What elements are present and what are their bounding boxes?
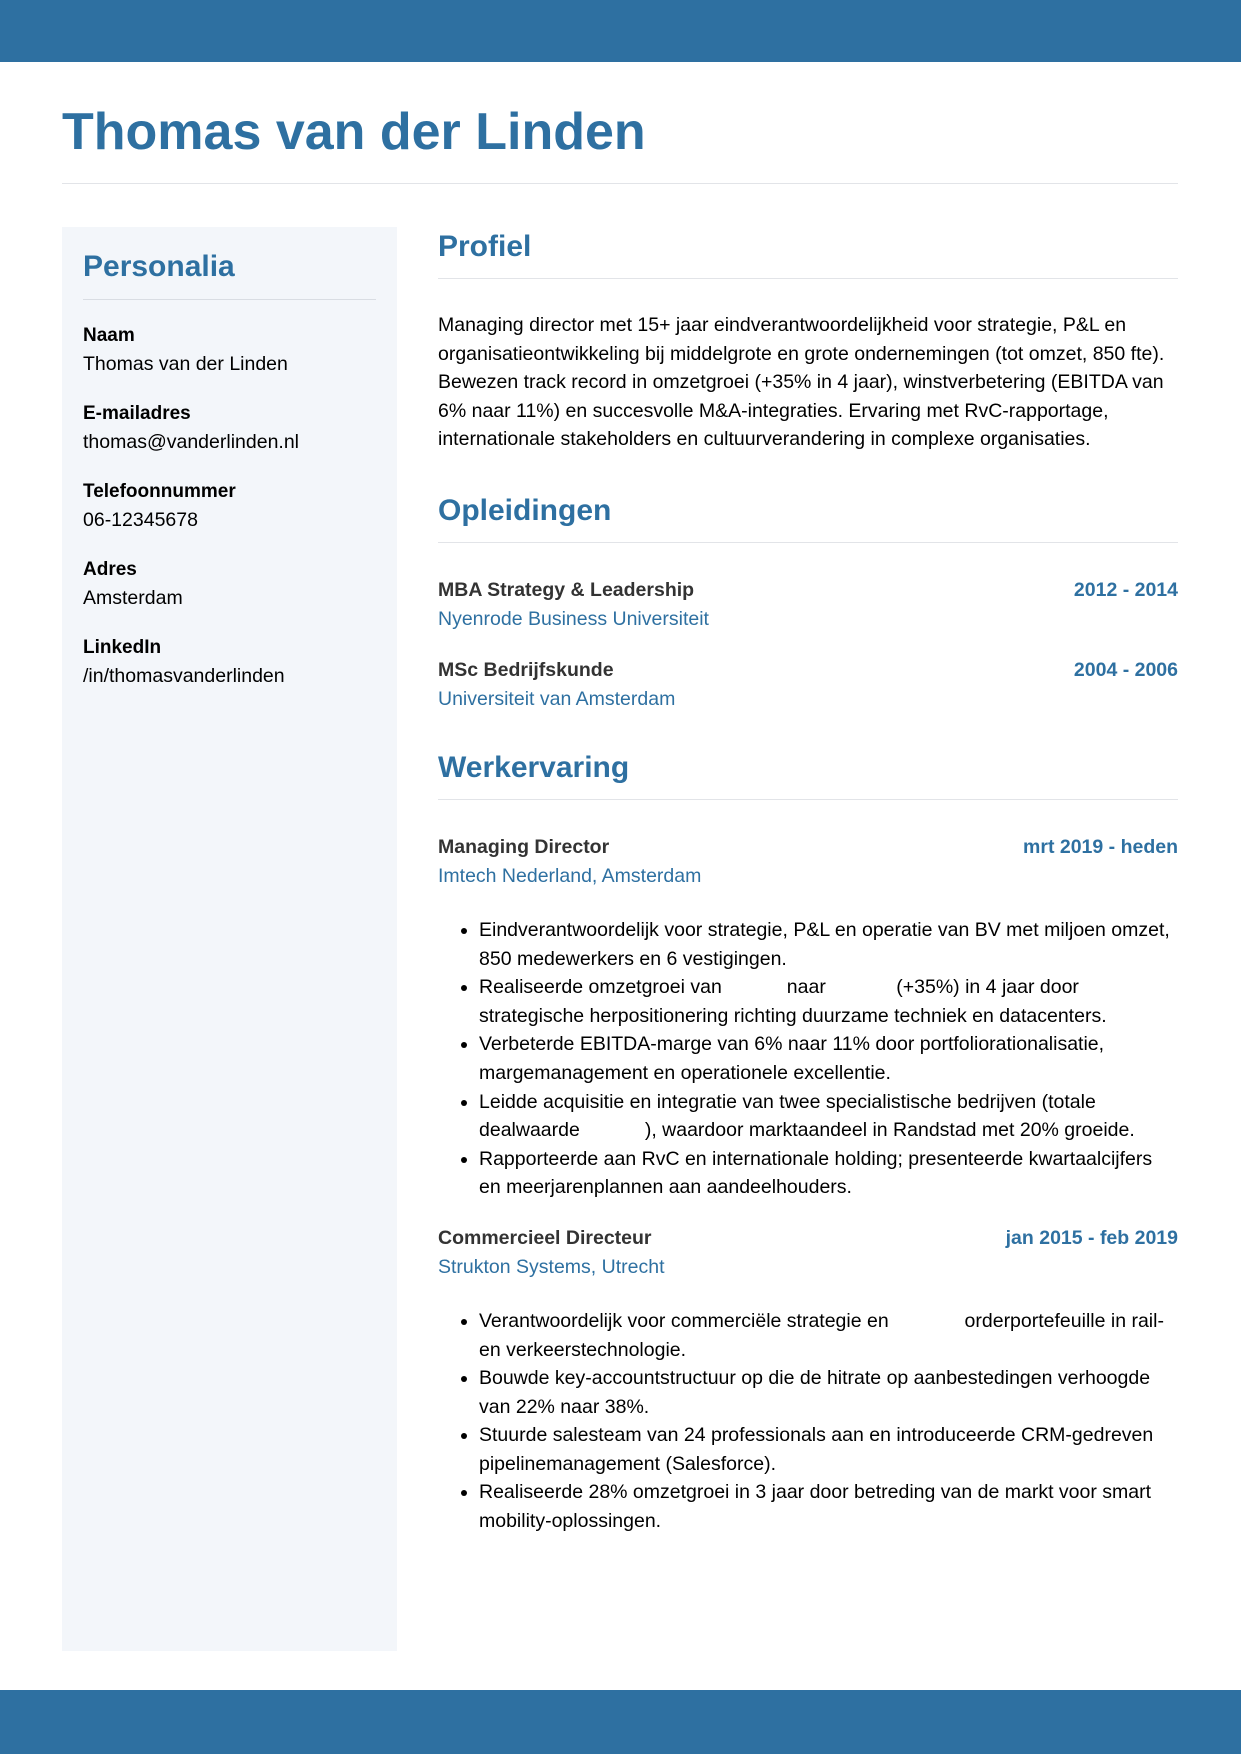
field-label: E-mailadres [83, 403, 191, 424]
education-dates: 2012 - 2014 [1073, 578, 1178, 601]
personal-details-sidebar [62, 227, 397, 1651]
field-label: LinkedIn [83, 637, 162, 658]
job-bullets [438, 916, 1178, 1202]
page-title: Thomas van der Linden [62, 103, 646, 161]
section-divider [438, 799, 1178, 800]
job-bullet: • Leidde acquisitie en integratie van twee specialistische bedrijven (totale dealwaarde ), waardoor marktaandeel in Randstad met 20% groeide. [479, 1088, 1178, 1145]
sidebar-divider [83, 299, 376, 300]
title-divider [62, 183, 1178, 184]
field-label: Naam [83, 325, 135, 346]
personal-details-heading: Personalia [83, 250, 235, 283]
job-item [438, 1223, 1178, 1536]
section-divider [438, 542, 1178, 543]
field-value: Thomas van der Linden [83, 353, 288, 375]
education-section [438, 488, 1178, 713]
field-linkedin [83, 634, 383, 690]
field-value: Amsterdam [83, 587, 183, 609]
job-bullet: • Rapporteerde aan RvC en internationale holding; presenteerde kwartaalcijfers en meerjarenplannen aan aandeelhouders. [479, 1145, 1178, 1202]
degree-title: MBA Strategy & Leadership [438, 578, 695, 601]
job-dates: mrt 2019 - heden [1023, 835, 1178, 858]
field-value: 06-12345678 [83, 509, 198, 531]
education-item [438, 575, 1178, 633]
job-dates: jan 2015 - feb 2019 [1005, 1226, 1178, 1249]
job-list [438, 832, 1178, 1536]
bottom-banner [0, 1690, 1241, 1754]
job-bullet: • Stuurde salesteam van 24 professionals aan en introduceerde CRM-gedreven pipelinemanagement (Salesforce). [479, 1421, 1178, 1478]
field-value: thomas@vanderlinden.nl [83, 431, 300, 453]
job-title: Commercieel Directeur [438, 1226, 652, 1249]
profile-heading: Profiel [438, 230, 532, 263]
school-name: Universiteit van Amsterdam [438, 687, 676, 710]
field-label: Adres [83, 559, 137, 580]
profile-text: Managing director met 15+ jaar eindverantwoordelijkheid voor strategie, P&L en organisatieontwikkeling bij middelgrote en grote ondernemingen (tot omzet, 850 fte). Bewezen track record in omzetgroei (+35% in 4 jaar), winstverbetering (EBITDA van 6% naar 11%) en succesvolle M&A-integraties. Ervaring met RvC-rapportage, internationale stakeholders en cultuurverandering in complexe organisaties. [438, 314, 1165, 451]
company-name: Imtech Nederland, Amsterdam [438, 864, 702, 887]
field-phone [83, 478, 383, 534]
field-address [83, 556, 383, 612]
job-bullet: • Realiseerde omzetgroei van naar (+35%) in 4 jaar door strategische herpositionering richting duurzame techniek en datacenters. [479, 973, 1178, 1030]
experience-section [438, 745, 1178, 1536]
job-header [438, 832, 1178, 862]
job-bullet: • Bouwde key-accountstructuur op die de hitrate op aanbestedingen verhoogde van 22% naar 38%. [479, 1364, 1178, 1421]
section-divider [438, 278, 1178, 279]
job-bullet: • Eindverantwoordelijk voor strategie, P&L en operatie van BV met miljoen omzet, 850 medewerkers en 6 vestigingen. [479, 916, 1178, 973]
education-item-header [438, 655, 1178, 685]
job-item [438, 832, 1178, 1202]
job-bullets [438, 1307, 1178, 1536]
profile-section [438, 224, 1178, 454]
education-heading: Opleidingen [438, 493, 612, 527]
field-name [83, 322, 383, 378]
field-email [83, 400, 383, 456]
job-bullet: • Verantwoordelijk voor commerciële strategie en orderportefeuille in rail- en verkeerstechnologie. [479, 1307, 1178, 1364]
school-name: Nyenrode Business Universiteit [438, 607, 709, 630]
experience-heading: Werkervaring [438, 750, 630, 784]
education-dates: 2004 - 2006 [1073, 658, 1178, 681]
job-header [438, 1223, 1178, 1253]
job-title: Managing Director [438, 835, 610, 858]
field-label: Telefoonnummer [83, 481, 236, 502]
education-list [438, 575, 1178, 713]
field-value: /in/thomasvanderlinden [83, 665, 285, 687]
company-name: Strukton Systems, Utrecht [438, 1255, 665, 1278]
education-item [438, 655, 1178, 713]
job-bullet: • Realiseerde 28% omzetgroei in 3 jaar door betreding van de markt voor smart mobility-oplossingen. [479, 1478, 1178, 1535]
main-content [438, 224, 1178, 1557]
top-banner [0, 0, 1241, 62]
degree-title: MSc Bedrijfskunde [438, 658, 614, 681]
education-item-header [438, 575, 1178, 605]
personal-fields [83, 322, 383, 712]
job-bullet: • Verbeterde EBITDA-marge van 6% naar 11% door portfoliorationalisatie, margemanagement en operationele excellentie. [479, 1030, 1178, 1087]
